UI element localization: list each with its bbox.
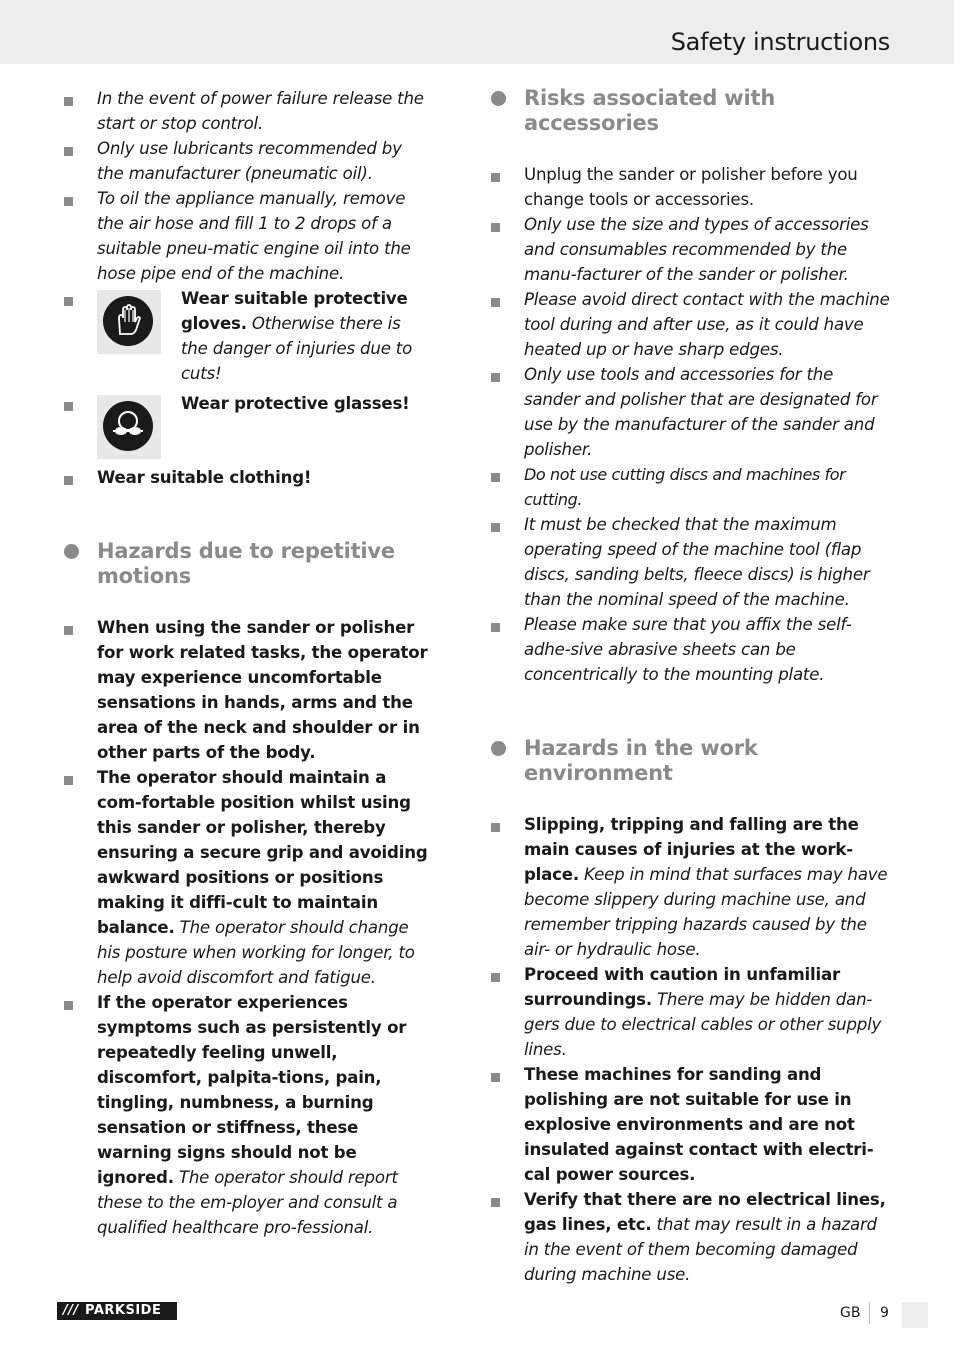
list-item: Only use tools and accessories for the sander and polisher that are designated for use by the manufacturer of the sander and polisher. [487,362,893,462]
list-item: When using the sander or polisher for work related tasks, the operator may experience uncomfortable sensations in hands, arms and the area of the neck and shoulder or in other parts of the body. [60,615,430,765]
footer-divider [869,1302,870,1324]
protective-glasses-icon [97,395,161,459]
parkside-logo: /// PARKSIDE [57,1302,177,1320]
glasses-item [60,391,430,459]
gloves-text: Otherwise there is the danger of injuries due to cuts! [181,314,413,383]
list-item: In the event of power failure release the start or stop control. [60,86,430,136]
list-item: Please make sure that you affix the self-adhe-sive abrasive sheets can be concentrically to the mounting plate. [487,612,893,687]
page-header [0,0,954,64]
list-item: Unplug the sander or polisher before you change tools or accessories. [487,162,893,212]
protective-gloves-icon [97,290,161,354]
list-item: To oil the appliance manually, remove the air hose and fill 1 to 2 drops of a suitable pneu-matic engine oil into the hose pipe end of the machine. [60,186,430,286]
list-item: Only use lubricants recommended by the manufacturer (pneumatic oil). [60,136,430,186]
list-item: Slipping, tripping and falling are the main causes of injuries at the work-place. Keep in mind that surfaces may have become slippery during machine use, and remember tripping hazards caused by the air- or hydraulic hose. [487,812,893,962]
list-item: Verify that there are no electrical lines, gas lines, etc. that may result in a hazard in the event of them becoming damaged during machine use. [487,1187,893,1287]
section-heading: Hazards due to repetitive motions [60,539,430,589]
list-item: These machines for sanding and polishing are not suitable for use in explosive environments and are not insulated against contact with electri-cal power sources. [487,1062,893,1187]
clothing-item: Wear suitable clothing! [60,465,430,490]
footer-tab-marker [902,1302,928,1328]
gloves-item [60,286,430,386]
gloves-bold: Wear suitable protective gloves. [181,289,408,333]
glasses-bold: Wear protective glasses! [181,394,410,413]
page-number: 9 [880,1305,889,1321]
list-item: Only use the size and types of accessories and consumables recommended by the manu-facturer of the sander or polisher. [487,212,893,287]
language-code: GB [840,1305,861,1321]
list-item: Proceed with caution in unfamiliar surroundings. There may be hidden dan-gers due to electrical cables or other supply lines. [487,962,893,1062]
list-item: The operator should maintain a com-fortable position whilst using this sander or polisher, thereby ensuring a secure grip and avoiding awkward positions or positions making it diffi-cult to maintain balance. The operator should change his posture when working for longer, to help avoid discomfort and fatigue. [60,765,430,990]
page-title: Safety instructions [670,28,890,56]
right-column [487,86,893,1287]
section-heading: Risks associated with accessories [487,86,833,136]
list-item: It must be checked that the maximum operating speed of the machine tool (flap discs, sanding belts, fleece discs) is higher than the nominal speed of the machine. [487,512,893,612]
list-item: Do not use cutting discs and machines for cutting. [487,462,893,512]
list-item: If the operator experiences symptoms such as persistently or repeatedly feeling unwell, discomfort, palpita-tions, pain, tingling, numbness, a burning sensation or stiffness, these warning signs should not be ignored. The operator should report these to the em-ployer and consult a qualified healthcare pro-fessional. [60,990,430,1240]
left-column [60,86,430,1240]
list-item: Please avoid direct contact with the machine tool during and after use, as it could have heated up or have sharp edges. [487,287,893,362]
section-heading: Hazards in the work environment [487,736,793,786]
